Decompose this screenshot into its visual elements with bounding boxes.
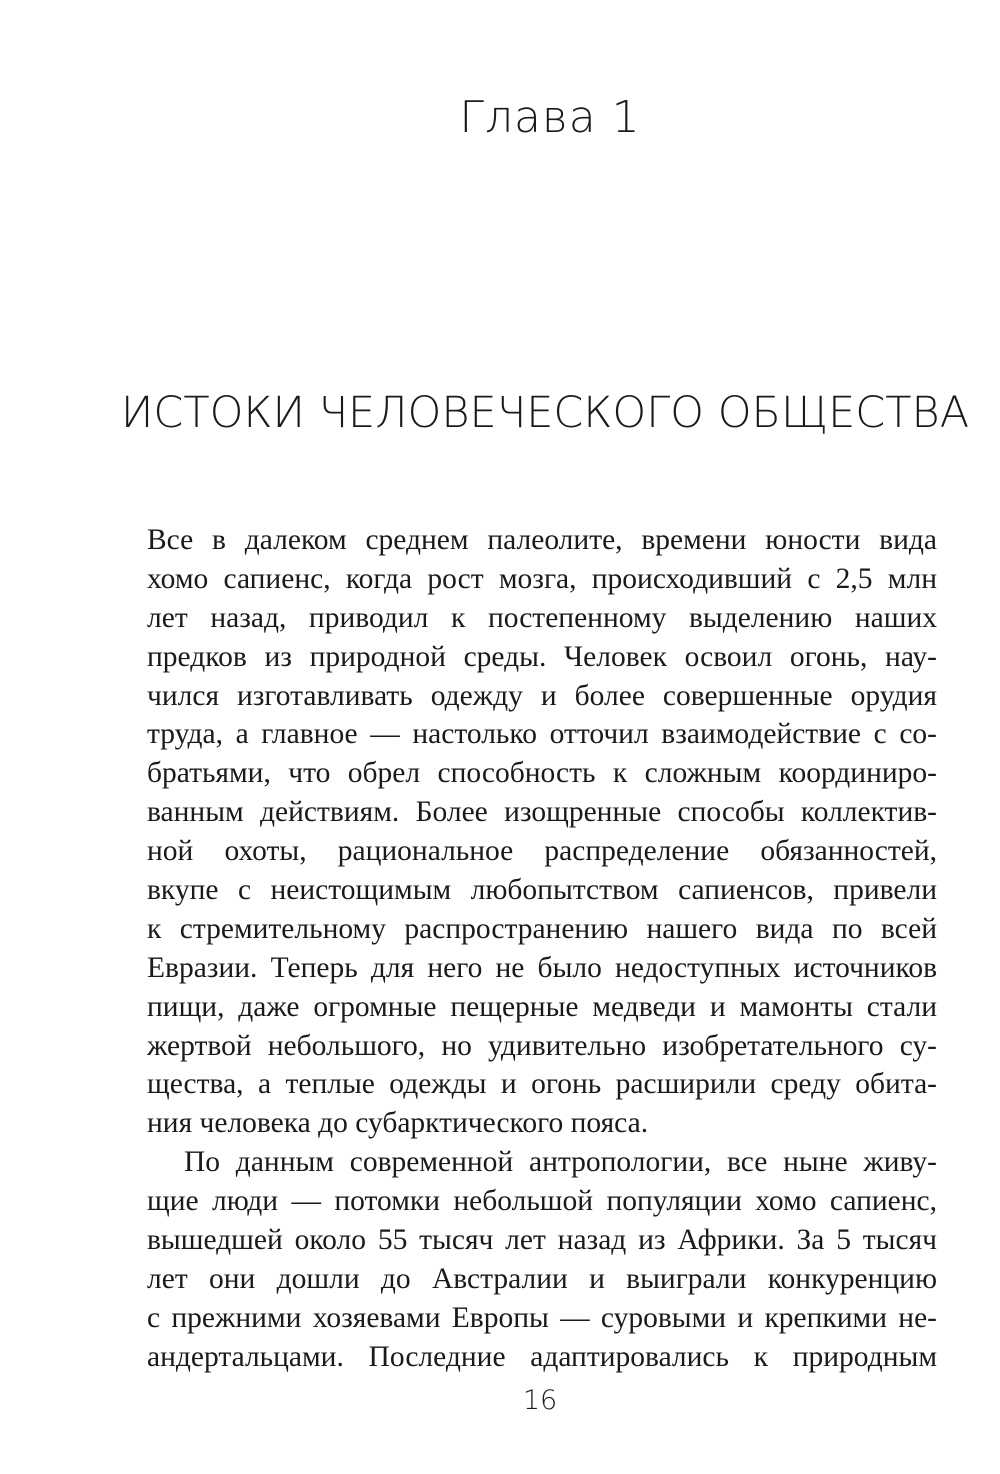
text-line: братьями, что обрел способность к сложным координиро- [147, 757, 937, 790]
text-line: ния человека до субарктического пояса. [147, 1107, 649, 1140]
text-line: лет они дошли до Австралии и выиграли конкуренцию [147, 1262, 937, 1295]
text-line: к стремительному распространению нашего вида по всей [147, 912, 937, 945]
chapter-title: ИСТОКИ ЧЕЛОВЕЧЕСКОГО ОБЩЕСТВА [120, 388, 970, 438]
text-line: хомо сапиенс, когда рост мозга, происходивший с 2,5 млн [147, 562, 937, 595]
text-line: предков из природной среды. Человек освоил огонь, нау- [147, 640, 937, 673]
text-line: ной охоты, рациональное распределение обязанностей, [147, 835, 937, 868]
text-line: вкупе с неистощимым любопытством сапиенсов, привели [147, 874, 937, 907]
paragraph-1 [147, 521, 937, 1143]
text-line: ванным действиям. Более изощренные способы коллектив- [147, 796, 937, 829]
page-number: 16 [522, 1385, 558, 1416]
text-line: с прежними хозяевами Европы — суровыми и крепкими не- [147, 1301, 937, 1334]
text-line: Евразии. Теперь для него не было недоступных источников [147, 951, 937, 984]
text-line: труда, а главное — настолько отточил взаимодействие с со- [147, 718, 937, 751]
paragraph-2 [147, 1143, 937, 1376]
text-line: андертальцами. Последние адаптировались к природным [147, 1340, 937, 1373]
text-line: Все в далеком среднем палеолите, времени юности вида [147, 524, 937, 556]
chapter-label: Глава 1 [459, 92, 641, 143]
text-line: жертвой небольшого, но удивительно изобретательного су- [147, 1029, 937, 1062]
body-text [147, 521, 937, 1377]
text-line: чился изготавливать одежду и более совершенные орудия [147, 679, 937, 712]
text-line: По данным современной антропологии, все ныне живу- [184, 1146, 937, 1179]
text-line: вышедшей около 55 тысяч лет назад из Африки. За 5 тысяч [147, 1224, 937, 1257]
text-line: пищи, даже огромные пещерные медведи и мамонты стали [147, 990, 937, 1023]
text-line: щие люди — потомки небольшой популяции хомо сапиенс, [147, 1185, 937, 1218]
text-line: щества, а теплые одежды и огонь расширили среду обита- [147, 1068, 937, 1101]
text-line: лет назад, приводил к постепенному выделению наших [147, 601, 937, 634]
